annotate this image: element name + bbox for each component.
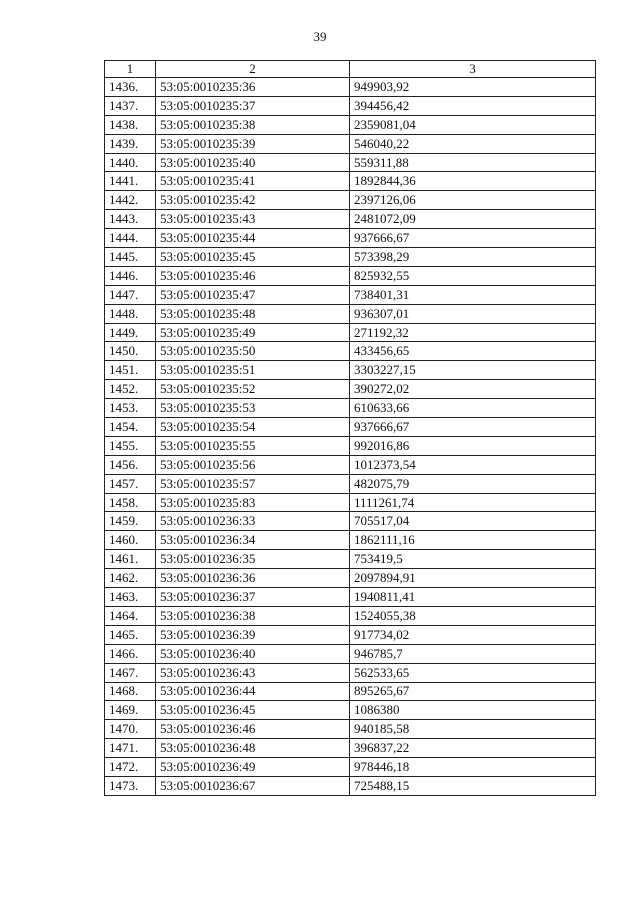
cadastral-number: 53:05:0010235:46 — [156, 266, 350, 285]
cadastral-number: 53:05:0010235:36 — [156, 78, 350, 97]
table-row — [105, 248, 596, 267]
cadastral-number: 53:05:0010235:49 — [156, 323, 350, 342]
cadastral-number: 53:05:0010235:42 — [156, 191, 350, 210]
cadastral-number: 53:05:0010236:38 — [156, 606, 350, 625]
table-row — [105, 474, 596, 493]
cadastral-value: 562533,65 — [350, 663, 596, 682]
row-number: 1454. — [105, 418, 156, 437]
table-row — [105, 663, 596, 682]
cadastral-value: 390272,02 — [350, 380, 596, 399]
cadastral-number: 53:05:0010235:54 — [156, 418, 350, 437]
table-row — [105, 210, 596, 229]
cadastral-number: 53:05:0010235:44 — [156, 229, 350, 248]
cadastral-number: 53:05:0010236:33 — [156, 512, 350, 531]
cadastral-number: 53:05:0010235:38 — [156, 115, 350, 134]
cadastral-number: 53:05:0010235:55 — [156, 436, 350, 455]
cadastral-value-table — [104, 60, 596, 796]
table-row — [105, 758, 596, 777]
table-row — [105, 550, 596, 569]
row-number: 1439. — [105, 134, 156, 153]
table-row — [105, 606, 596, 625]
table-row — [105, 644, 596, 663]
cadastral-value: 946785,7 — [350, 644, 596, 663]
column-header-3: 3 — [350, 61, 596, 78]
table-row — [105, 776, 596, 795]
cadastral-value: 978446,18 — [350, 758, 596, 777]
cadastral-number: 53:05:0010236:40 — [156, 644, 350, 663]
cadastral-value: 937666,67 — [350, 418, 596, 437]
cadastral-value: 895265,67 — [350, 682, 596, 701]
row-number: 1457. — [105, 474, 156, 493]
table-row — [105, 285, 596, 304]
row-number: 1459. — [105, 512, 156, 531]
row-number: 1441. — [105, 172, 156, 191]
cadastral-value: 610633,66 — [350, 399, 596, 418]
cadastral-number: 53:05:0010236:43 — [156, 663, 350, 682]
cadastral-value: 1940811,41 — [350, 588, 596, 607]
cadastral-number: 53:05:0010236:46 — [156, 720, 350, 739]
cadastral-number: 53:05:0010235:51 — [156, 361, 350, 380]
row-number: 1471. — [105, 739, 156, 758]
cadastral-value: 1862111,16 — [350, 531, 596, 550]
table-header-row — [105, 61, 596, 78]
table-row — [105, 418, 596, 437]
table-row — [105, 739, 596, 758]
cadastral-number: 53:05:0010236:37 — [156, 588, 350, 607]
table-row — [105, 625, 596, 644]
cadastral-value: 705517,04 — [350, 512, 596, 531]
cadastral-value: 936307,01 — [350, 304, 596, 323]
table-row — [105, 531, 596, 550]
row-number: 1453. — [105, 399, 156, 418]
row-number: 1461. — [105, 550, 156, 569]
row-number: 1437. — [105, 96, 156, 115]
cadastral-number: 53:05:0010235:56 — [156, 455, 350, 474]
row-number: 1466. — [105, 644, 156, 663]
row-number: 1455. — [105, 436, 156, 455]
row-number: 1465. — [105, 625, 156, 644]
cadastral-number: 53:05:0010235:39 — [156, 134, 350, 153]
table-row — [105, 229, 596, 248]
row-number: 1460. — [105, 531, 156, 550]
table-row — [105, 720, 596, 739]
cadastral-value: 2359081,04 — [350, 115, 596, 134]
cadastral-value: 725488,15 — [350, 776, 596, 795]
cadastral-value: 2397126,06 — [350, 191, 596, 210]
row-number: 1438. — [105, 115, 156, 134]
cadastral-value: 271192,32 — [350, 323, 596, 342]
table-row — [105, 96, 596, 115]
cadastral-value: 1524055,38 — [350, 606, 596, 625]
row-number: 1446. — [105, 266, 156, 285]
row-number: 1472. — [105, 758, 156, 777]
cadastral-value: 992016,86 — [350, 436, 596, 455]
row-number: 1448. — [105, 304, 156, 323]
row-number: 1444. — [105, 229, 156, 248]
table-row — [105, 78, 596, 97]
cadastral-number: 53:05:0010236:45 — [156, 701, 350, 720]
cadastral-number: 53:05:0010235:43 — [156, 210, 350, 229]
table-row — [105, 191, 596, 210]
cadastral-value: 940185,58 — [350, 720, 596, 739]
row-number: 1468. — [105, 682, 156, 701]
row-number: 1452. — [105, 380, 156, 399]
table-row — [105, 455, 596, 474]
cadastral-number: 53:05:0010236:35 — [156, 550, 350, 569]
cadastral-value: 1892844,36 — [350, 172, 596, 191]
cadastral-value: 1012373,54 — [350, 455, 596, 474]
cadastral-value: 825932,55 — [350, 266, 596, 285]
cadastral-number: 53:05:0010235:47 — [156, 285, 350, 304]
table-row — [105, 266, 596, 285]
table-row — [105, 436, 596, 455]
row-number: 1440. — [105, 153, 156, 172]
table-row — [105, 569, 596, 588]
cadastral-number: 53:05:0010236:36 — [156, 569, 350, 588]
cadastral-value: 917734,02 — [350, 625, 596, 644]
cadastral-value: 1086380 — [350, 701, 596, 720]
cadastral-number: 53:05:0010235:41 — [156, 172, 350, 191]
cadastral-value: 937666,67 — [350, 229, 596, 248]
cadastral-number: 53:05:0010235:45 — [156, 248, 350, 267]
cadastral-value: 753419,5 — [350, 550, 596, 569]
table-row — [105, 701, 596, 720]
row-number: 1463. — [105, 588, 156, 607]
cadastral-value: 573398,29 — [350, 248, 596, 267]
table-row — [105, 512, 596, 531]
cadastral-number: 53:05:0010236:39 — [156, 625, 350, 644]
cadastral-number: 53:05:0010235:53 — [156, 399, 350, 418]
row-number: 1458. — [105, 493, 156, 512]
column-header-2: 2 — [156, 61, 350, 78]
cadastral-number: 53:05:0010235:52 — [156, 380, 350, 399]
cadastral-number: 53:05:0010235:40 — [156, 153, 350, 172]
cadastral-value: 394456,42 — [350, 96, 596, 115]
cadastral-value: 559311,88 — [350, 153, 596, 172]
row-number: 1469. — [105, 701, 156, 720]
cadastral-value: 949903,92 — [350, 78, 596, 97]
cadastral-number: 53:05:0010236:44 — [156, 682, 350, 701]
cadastral-number: 53:05:0010236:49 — [156, 758, 350, 777]
cadastral-value: 3303227,15 — [350, 361, 596, 380]
row-number: 1470. — [105, 720, 156, 739]
cadastral-number: 53:05:0010235:50 — [156, 342, 350, 361]
table-row — [105, 172, 596, 191]
table-row — [105, 380, 596, 399]
row-number: 1456. — [105, 455, 156, 474]
cadastral-number: 53:05:0010235:48 — [156, 304, 350, 323]
cadastral-number: 53:05:0010236:48 — [156, 739, 350, 758]
table-row — [105, 399, 596, 418]
cadastral-number: 53:05:0010235:83 — [156, 493, 350, 512]
cadastral-value: 433456,65 — [350, 342, 596, 361]
table-row — [105, 682, 596, 701]
table-row — [105, 342, 596, 361]
cadastral-value: 738401,31 — [350, 285, 596, 304]
row-number: 1462. — [105, 569, 156, 588]
table-row — [105, 115, 596, 134]
row-number: 1451. — [105, 361, 156, 380]
row-number: 1442. — [105, 191, 156, 210]
column-header-1: 1 — [105, 61, 156, 78]
table-row — [105, 588, 596, 607]
row-number: 1467. — [105, 663, 156, 682]
row-number: 1464. — [105, 606, 156, 625]
cadastral-value: 482075,79 — [350, 474, 596, 493]
cadastral-number: 53:05:0010235:57 — [156, 474, 350, 493]
cadastral-number: 53:05:0010236:34 — [156, 531, 350, 550]
row-number: 1445. — [105, 248, 156, 267]
row-number: 1473. — [105, 776, 156, 795]
cadastral-number: 53:05:0010236:67 — [156, 776, 350, 795]
cadastral-value: 546040,22 — [350, 134, 596, 153]
table-row — [105, 361, 596, 380]
table-row — [105, 493, 596, 512]
cadastral-value: 396837,22 — [350, 739, 596, 758]
row-number: 1449. — [105, 323, 156, 342]
row-number: 1436. — [105, 78, 156, 97]
table-row — [105, 304, 596, 323]
page-number: 39 — [313, 29, 327, 44]
cadastral-value: 1111261,74 — [350, 493, 596, 512]
cadastral-number: 53:05:0010235:37 — [156, 96, 350, 115]
table-body — [105, 78, 596, 796]
table-row — [105, 323, 596, 342]
row-number: 1450. — [105, 342, 156, 361]
row-number: 1447. — [105, 285, 156, 304]
cadastral-value: 2097894,91 — [350, 569, 596, 588]
row-number: 1443. — [105, 210, 156, 229]
cadastral-value: 2481072,09 — [350, 210, 596, 229]
table-row — [105, 153, 596, 172]
table-row — [105, 134, 596, 153]
